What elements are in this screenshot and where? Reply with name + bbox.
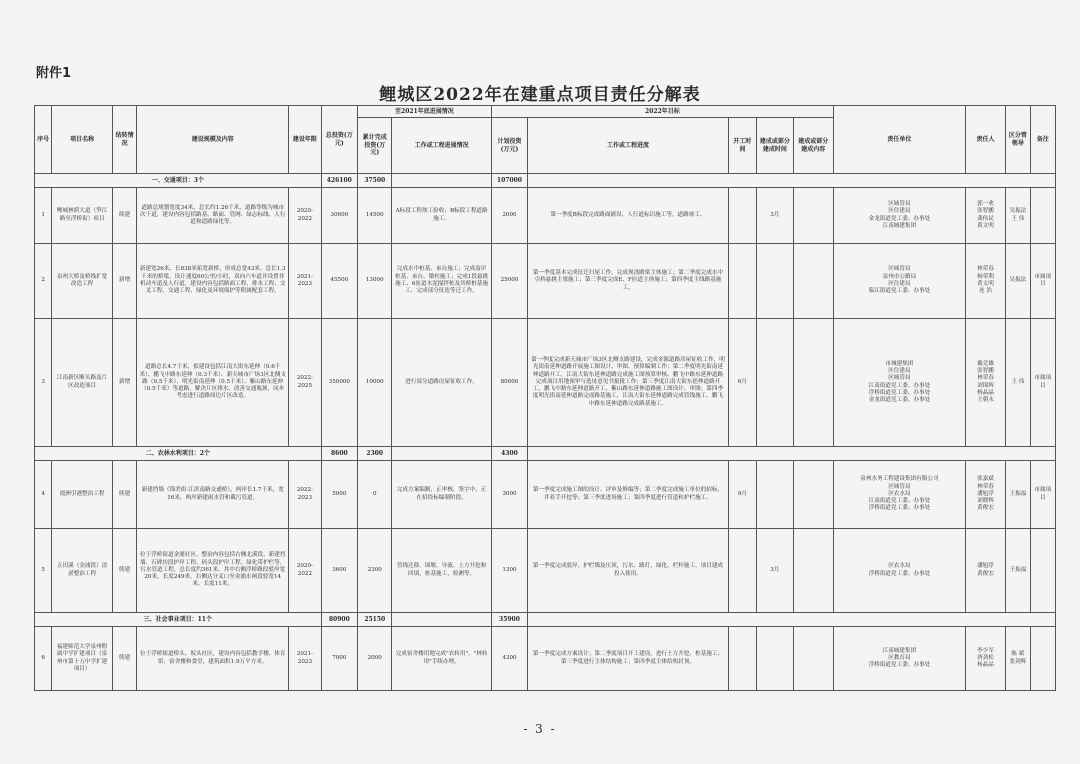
section-label: 二、农林水利项目：2个 (35, 447, 322, 461)
row-seq: 4 (35, 461, 52, 529)
header-unit: 责任单位 (834, 106, 966, 174)
row-leader: 王振福 (1006, 461, 1030, 529)
row-total: 30600 (321, 188, 357, 244)
row-leader: 陈 斌 张剑辉 (1006, 627, 1030, 691)
row-sched: 第一季度完成新天城市广场3区北侧支路建设，完成金源道路房屋征收工作，明光街南延伸道路开展施工图设计、审图、预算编制工作；第二季度明光街南延伸道路开工，江南大街东延伸道路完成施工图预算审核、鹏飞中路东延伸道路完成项目用地预审与选址意见书报批工作；第三季度江南大街东延伸道路开工，鹏飞中路东延伸道路开工，紫山路东延伸道路施工图设计、审图；第四季度明光街南延伸道路完成路基施工，江南大街东延伸道路完成管线施工，鹏飞中路东延伸道路完成路基施工。 (528, 319, 729, 447)
row-start (728, 188, 756, 244)
row-seq: 2 (35, 244, 52, 319)
row-sched: 第一季度完成驳岸、护栏墙及压顶，污水、路灯，绿化、栏杆施工，项目建成投入使用。 (528, 529, 729, 613)
row-progress: 完成水中桩基、承台施工；完成南岸桩基、承台、墩柱施工；完成1段悬挑施工、6匝道水泥搅拌桩及其桥桩基施工，完成部分征迭等迁工作。 (392, 244, 491, 319)
row-nature: 续建 (112, 461, 136, 529)
row-done-content (793, 319, 834, 447)
header-sched: 工作或工程进度 (528, 118, 729, 174)
section-cum: 2300 (358, 447, 392, 461)
row-progress: 管线迁移，围堰、导流、上方开挖和回填，桩基施工，检测等。 (392, 529, 491, 613)
project-table (34, 105, 1056, 691)
row-total: 7000 (321, 627, 357, 691)
row-done-time: 3月 (757, 188, 793, 244)
row-leader: 吴振法 (1006, 244, 1030, 319)
row-cum: 14500 (358, 188, 392, 244)
table-row (35, 188, 1056, 244)
row-name: 福建师范大学泉州附属中学扩建项目（泉州市第十五中学扩建项目） (52, 627, 113, 691)
section-plan: 107000 (491, 174, 527, 188)
row-content: 新建挡墙（锦美街-江滨南路交通桥），两岸长1.7千米，宽16米，两岸新建雨水管和截污管道。 (137, 461, 289, 529)
row-plan: 4300 (491, 627, 527, 691)
row-start: 6月 (728, 319, 756, 447)
row-plan: 25000 (491, 244, 527, 319)
page-number: - 3 - (523, 722, 557, 736)
row-cum: 10000 (358, 319, 392, 447)
row-start: 9月 (728, 461, 756, 529)
row-unit: 江南城建集团 区教育局 浮桥街道党工委、办事处 (834, 627, 966, 691)
row-unit: 区城管局 区住建局 金龙街道党工委、办事处 江南城建集团 (834, 188, 966, 244)
header-2022-group: 2022年目标 (491, 106, 833, 118)
row-seq: 6 (35, 627, 52, 691)
header-remark: 备注 (1030, 106, 1055, 174)
header-plan: 计划投资(万元) (491, 118, 527, 174)
row-remark: 市属项目 (1030, 461, 1055, 529)
row-person: 郭一欢 张智鹏 龚伟民 黄文明 (965, 188, 1006, 244)
row-sched: 第一季度基本完成征迁扫尾工作，完成现浇路梁主体施工；第二季度完成水中引桥悬挑主梁施工；第三季度完成E、F匝道主体施工；第四季度主线路基施工。 (528, 244, 729, 319)
row-leader: 吴振法 王 伟 (1006, 188, 1030, 244)
row-done-time (757, 627, 793, 691)
row-person: 张嘉斌 林荣春 潘旭浮 刘晓辉 黄俊宏 (965, 461, 1006, 529)
row-cum: 0 (358, 461, 392, 529)
header-done-content: 建成或部分建成内容 (793, 118, 834, 174)
section-plan: 4300 (491, 447, 527, 461)
row-name: 泉州大桥及桥线扩宽改造工程 (52, 244, 113, 319)
row-progress: 完成宿舍楼用地完成"农转用"、"林转用"手续办理。 (392, 627, 491, 691)
section-cum: 37500 (358, 174, 392, 188)
row-years: 2022- 2023 (289, 461, 321, 529)
row-person: 潘旭浮 黄俊宏 (965, 529, 1006, 613)
table-row (35, 529, 1056, 613)
row-unit: 泉州水务工程建设集团有限公司 区城管局 区农水局 江南街道党工委、办事处 浮桥街道党工委、办事处 (834, 461, 966, 529)
section-total: 426100 (321, 174, 357, 188)
row-plan: 80000 (491, 319, 527, 447)
row-plan: 3000 (491, 461, 527, 529)
row-years: 2022- 2025 (289, 319, 321, 447)
row-nature: 新增 (112, 319, 136, 447)
header-progress: 工作或工程进展情况 (392, 118, 491, 174)
row-remark (1030, 529, 1055, 613)
section-label: 三、社会事业项目：11个 (35, 613, 322, 627)
row-start (728, 627, 756, 691)
header-name: 项目名称 (52, 106, 113, 174)
attachment-label: 附件1 (36, 66, 72, 81)
row-name: 霞洲引港整治工程 (52, 461, 113, 529)
row-content: 新建宽26米、长838米拓宽新桥，形成总宽43米、总长1.3千米的桥梁，设计速度60公里/小时，双向六车道并设置非机动车道及人行道，建设内容包括路面工程、排水工程、交叉工程、交通工程、绿化及环境保护等附属配套工程。 (137, 244, 289, 319)
row-done-content (793, 244, 834, 319)
row-progress: 完成方案编制，正审核、签字中，正在招投标编制阶段。 (392, 461, 491, 529)
row-done-content (793, 188, 834, 244)
row-done-time (757, 244, 793, 319)
row-seq: 5 (35, 529, 52, 613)
header-nature: 结转情况 (112, 106, 136, 174)
row-total: 350000 (321, 319, 357, 447)
row-progress: A标段工程竣工验收；B标段工程道路施工。 (392, 188, 491, 244)
row-name: 江南新区断头路及片区改造项目 (52, 319, 113, 447)
row-remark: 市属项目 (1030, 244, 1055, 319)
row-total: 5000 (321, 461, 357, 529)
header-seq: 序号 (35, 106, 52, 174)
row-name: 鲤城林荫大道（笋江路至浮桥街）项目 (52, 188, 113, 244)
row-content: 道路总长4.7千米，拟建设包括江南大街东延伸（0.6千米）、鹏飞中路东延伸（0.3千米）、新天城市广场3区北侧支路（0.5千米）、明光街南延伸（0.5千米）、紫山路东延伸（0.5千米）等道路，解决片区排水、改善交通瓶颈，同步考虑进行道路周边片区改造。 (137, 319, 289, 447)
row-progress: 进行部分道路房屋征收工作。 (392, 319, 491, 447)
header-start: 开工时间 (728, 118, 756, 174)
section-row (35, 447, 1056, 461)
row-done-content (793, 461, 834, 529)
table-row (35, 461, 1056, 529)
row-years: 2020- 2022 (289, 529, 321, 613)
row-unit: 市城建集团 区住建局 区城管局 江南街道党工委、办事处 浮桥街道党工委、办事处 金龙街道党工委、办事处 (834, 319, 966, 447)
section-row (35, 174, 1056, 188)
header-cum: 累计完成投资(万元) (358, 118, 392, 174)
row-person: 李少军 唐劲松 杨晶晶 (965, 627, 1006, 691)
row-nature: 新增 (112, 244, 136, 319)
row-nature: 续建 (112, 188, 136, 244)
row-remark (1030, 188, 1055, 244)
header-years: 建设年限 (289, 106, 321, 174)
row-name: 五田溪（金浦段）清淤整治工程 (52, 529, 113, 613)
section-plan: 35900 (491, 613, 527, 627)
row-content: 道路总规划宽度34米，总长约1.26千米，道路等级为城市次干道，建设内容包括路基、路面、管网、绿志标线、人行道和道路绿化等。 (137, 188, 289, 244)
row-years: 2021- 2023 (289, 627, 321, 691)
row-nature: 续建 (112, 529, 136, 613)
header-2021-group: 至2021年底进展情况 (358, 106, 492, 118)
header-person: 责任人 (965, 106, 1006, 174)
row-sched: 第一季度完成方案设计；第二季度项目开工建设，进行土方开挖、桩基施工；第三季度进行主体结构施工；第四季度主体结构封顶。 (528, 627, 729, 691)
section-label: 一、交通项目：3个 (35, 174, 322, 188)
row-cum: 13000 (358, 244, 392, 319)
row-cum: 2300 (358, 529, 392, 613)
row-content: 位于浮桥街道桥头、坂头社区，建设内容包括教学楼、体育馆、宿舍楼和食堂，建筑面积1.9万平方米。 (137, 627, 289, 691)
table-row (35, 627, 1056, 691)
row-start (728, 244, 756, 319)
row-nature: 续建 (112, 627, 136, 691)
row-remark (1030, 627, 1055, 691)
row-sched: 第一季度B标段完成路面铺设、人行道标识施工等，道路竣工。 (528, 188, 729, 244)
header-leader: 区分管领导 (1006, 106, 1030, 174)
row-remark: 市属项目 (1030, 319, 1055, 447)
row-person: 戴竞雄 张智鹏 林荣春 刘锦辉 杨晶晶 王朝永 (965, 319, 1006, 447)
row-done-content (793, 627, 834, 691)
row-content: 位于浮桥街道金浦社区，整治内容包括右侧北溪段、新建挡墙、石碑坊段护岸工程、码头段护岸工程、绿化带护栏等，污水管道工程，总长度约361米，其中右侧浮桥路段驳岸宽20米，长度249米，右侧达分叉口至金浦水闸段驳宽14米，长度11米。 (137, 529, 289, 613)
row-sched: 第一季度完成施工图的设计、评审及修编等；第二季度完成施工单位的招标，并着手开挖等；第三季度进场施工；第四季度进行管道和护栏施工。 (528, 461, 729, 529)
row-seq: 1 (35, 188, 52, 244)
table-row (35, 319, 1056, 447)
row-total: 3600 (321, 529, 357, 613)
section-row (35, 613, 1056, 627)
page-title: 鲤城区2022年在建重点项目责任分解表 (379, 85, 701, 105)
header-done-time: 建成或部分建成时间 (757, 118, 793, 174)
row-leader: 王 伟 (1006, 319, 1030, 447)
section-cum: 25150 (358, 613, 392, 627)
row-total: 45500 (321, 244, 357, 319)
row-done-time (757, 461, 793, 529)
row-plan: 2000 (491, 188, 527, 244)
row-plan: 1300 (491, 529, 527, 613)
section-total: 80900 (321, 613, 357, 627)
row-done-content (793, 529, 834, 613)
row-unit: 区城管局 泉州市公路局 区住建局 临江街道党工委、办事处 (834, 244, 966, 319)
row-years: 2020- 2022 (289, 188, 321, 244)
row-years: 2021- 2023 (289, 244, 321, 319)
row-cum: 2000 (358, 627, 392, 691)
row-done-time: 3月 (757, 529, 793, 613)
row-done-time (757, 319, 793, 447)
header-content: 建设规模及内容 (137, 106, 289, 174)
row-leader: 王振福 (1006, 529, 1030, 613)
row-person: 林荣春 杨荣利 黄文明 连 浩 (965, 244, 1006, 319)
header-total: 总投资(万元) (321, 106, 357, 174)
row-seq: 3 (35, 319, 52, 447)
section-total: 8600 (321, 447, 357, 461)
row-unit: 区农水局 浮桥街道党工委、办事处 (834, 529, 966, 613)
table-row (35, 244, 1056, 319)
row-start (728, 529, 756, 613)
